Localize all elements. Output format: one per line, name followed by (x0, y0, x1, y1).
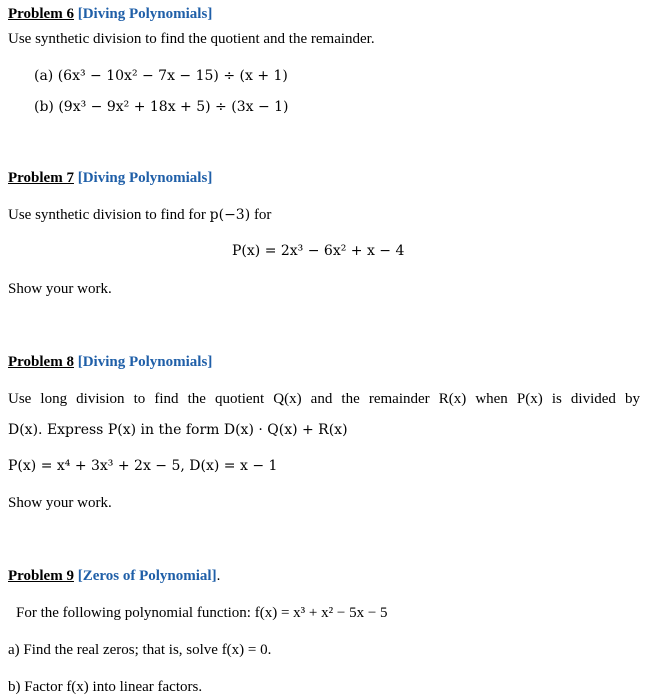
problem-9-topic-period: . (216, 568, 221, 584)
problem-6-part-a: (a) (6x³ − 10x² − 7x − 15) ÷ (x + 1) (34, 68, 288, 84)
problem-7-heading (8, 168, 212, 188)
problem-8-instruction-line-1: Use long division to find the quotient Q(x) and the remainder R(x) when P(x) is divided by (8, 391, 640, 407)
problem-8-instruction-line-2: D(x). Express P(x) in the form D(x) · Q(x) + R(x) (8, 422, 348, 438)
problem-8-polynomials: P(x) = x⁴ + 3x³ + 2x − 5, D(x) = x − 1 (8, 458, 278, 474)
problem-7-equation: P(x) = 2x³ − 6x² + x − 4 (232, 243, 405, 259)
problem-7-instruction-for: for (253, 207, 272, 223)
problem-6-topic: [Diving Polynomials] (77, 6, 213, 22)
problem-9-function: For the following polynomial function: f(x) = x³ + x² − 5x − 5 (16, 605, 388, 621)
problem-7-number: Problem 7 (8, 170, 74, 186)
problem-8-number: Problem 8 (8, 354, 74, 370)
problem-9-part-b: b) Factor f(x) into linear factors. (8, 679, 203, 695)
problem-8-show-work: Show your work. (8, 495, 112, 511)
problem-9-part-a: a) Find the real zeros; that is, solve f(x) = 0. (8, 642, 272, 658)
problem-7-topic: [Diving Polynomials] (77, 170, 213, 186)
problem-9-heading (8, 566, 220, 586)
problem-6-heading (8, 4, 212, 24)
problem-6-part-b: (b) (9x³ − 9x² + 18x + 5) ÷ (3x − 1) (34, 99, 289, 115)
problem-8-heading (8, 352, 212, 372)
problem-7-show-work: Show your work. (8, 281, 112, 297)
problem-8-topic: [Diving Polynomials] (77, 354, 213, 370)
problem-6-instruction: Use synthetic division to find the quotient and the remainder. (8, 31, 375, 47)
problem-7-instruction-math: p(−3) (209, 207, 251, 223)
problem-6-number: Problem 6 (8, 6, 74, 22)
problem-9-topic: [Zeros of Polynomial] (77, 568, 217, 584)
problem-9-number: Problem 9 (8, 568, 74, 584)
problem-7-instruction-text: Use synthetic division to find for (8, 207, 206, 223)
problem-7-instruction (8, 205, 271, 225)
